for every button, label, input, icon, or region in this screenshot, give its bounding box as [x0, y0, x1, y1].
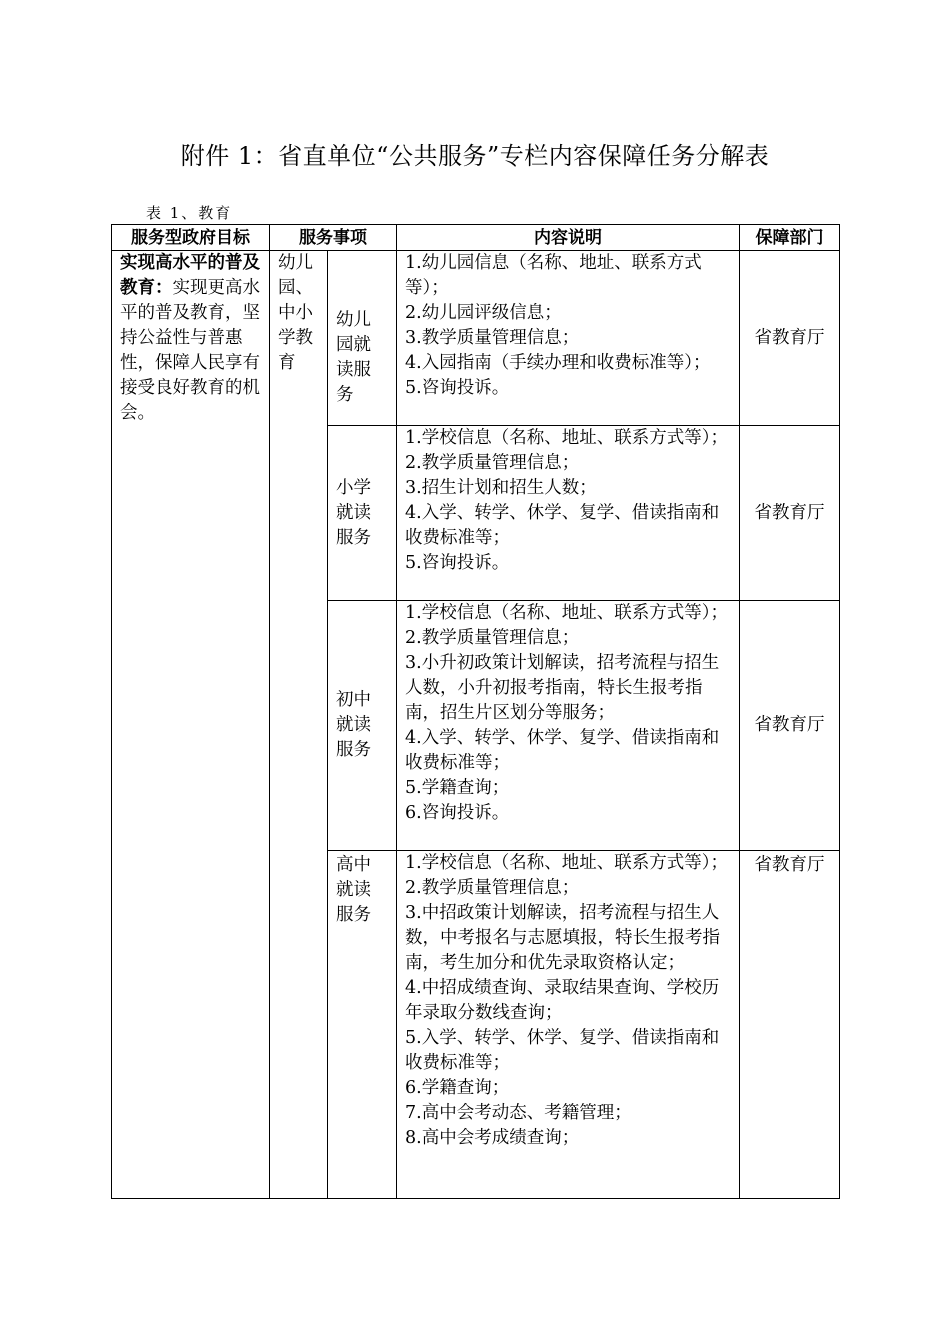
list-item: 1.学校信息（名称、地址、联系方式等）；	[405, 428, 728, 448]
list-item: 2.教学质量管理信息；	[405, 628, 580, 648]
list-item: 5.学籍查询；	[405, 778, 510, 798]
list-item: 6.咨询投诉。	[405, 803, 510, 823]
content-cell	[397, 601, 740, 851]
header-goal: 服务型政府目标	[112, 225, 270, 251]
list-item: 4.入学、转学、休学、复学、借读指南和收费标准等；	[405, 503, 720, 548]
list-item: 3.教学质量管理信息；	[405, 328, 580, 348]
dept-cell: 省教育厅	[740, 851, 840, 1199]
list-item: 5.咨询投诉。	[405, 378, 510, 398]
dept-cell: 省教育厅	[740, 426, 840, 601]
list-item: 8.高中会考成绩查询；	[405, 1128, 580, 1148]
table-caption: 表 1、教育	[146, 204, 233, 222]
list-item: 2.幼儿园评级信息；	[405, 303, 562, 323]
header-dept: 保障部门	[740, 225, 840, 251]
list-item: 1.幼儿园信息（名称、地址、联系方式等）；	[405, 253, 702, 298]
content-cell	[397, 426, 740, 601]
dept-cell: 省教育厅	[740, 251, 840, 426]
list-item: 1.学校信息（名称、地址、联系方式等）；	[405, 853, 728, 873]
list-item: 6.学籍查询；	[405, 1078, 510, 1098]
table-row	[112, 251, 840, 426]
service-cell: 高中就读服务	[328, 851, 397, 1199]
service-cell: 小学就读服务	[328, 426, 397, 601]
list-item: 7.高中会考动态、考籍管理；	[405, 1103, 632, 1123]
category-cell: 幼儿园、中小学教育	[270, 251, 328, 1199]
list-item: 5.咨询投诉。	[405, 553, 510, 573]
table-header-row	[112, 225, 840, 251]
content-cell	[397, 851, 740, 1199]
list-item: 5.入学、转学、休学、复学、借读指南和收费标准等；	[405, 1028, 720, 1073]
header-content: 内容说明	[397, 225, 740, 251]
task-table	[111, 224, 840, 1199]
list-item: 3.小升初政策计划解读，招考流程与招生人数，小升初报考指南，特长生报考指南，招生片区划分等服务；	[405, 653, 720, 723]
list-item: 4.中招成绩查询、录取结果查询、学校历年录取分数线查询；	[405, 978, 720, 1023]
list-item: 3.招生计划和招生人数；	[405, 478, 597, 498]
service-cell: 初中就读服务	[328, 601, 397, 851]
list-item: 2.教学质量管理信息；	[405, 878, 580, 898]
list-item: 3.中招政策计划解读，招考流程与招生人数，中考报名与志愿填报，特长生报考指南，考生加分和优先录取资格认定；	[405, 903, 720, 973]
dept-cell: 省教育厅	[740, 601, 840, 851]
header-service: 服务事项	[270, 225, 397, 251]
goal-bold-text: 实现高水平的普及教育：	[120, 253, 260, 298]
list-item: 2.教学质量管理信息；	[405, 453, 580, 473]
list-item: 1.学校信息（名称、地址、联系方式等）；	[405, 603, 728, 623]
service-cell: 幼儿园就读服务	[328, 251, 397, 426]
goal-text: 实现更高水平的普及教育，坚持公益性与普惠性，保障人民享有接受良好教育的机会。	[120, 278, 260, 423]
list-item: 4.入园指南（手续办理和收费标准等）；	[405, 353, 711, 373]
goal-cell	[112, 251, 270, 1199]
list-item: 4.入学、转学、休学、复学、借读指南和收费标准等；	[405, 728, 720, 773]
document-title: 附件 1：省直单位“公共服务”专栏内容保障任务分解表	[180, 142, 770, 170]
content-cell	[397, 251, 740, 426]
